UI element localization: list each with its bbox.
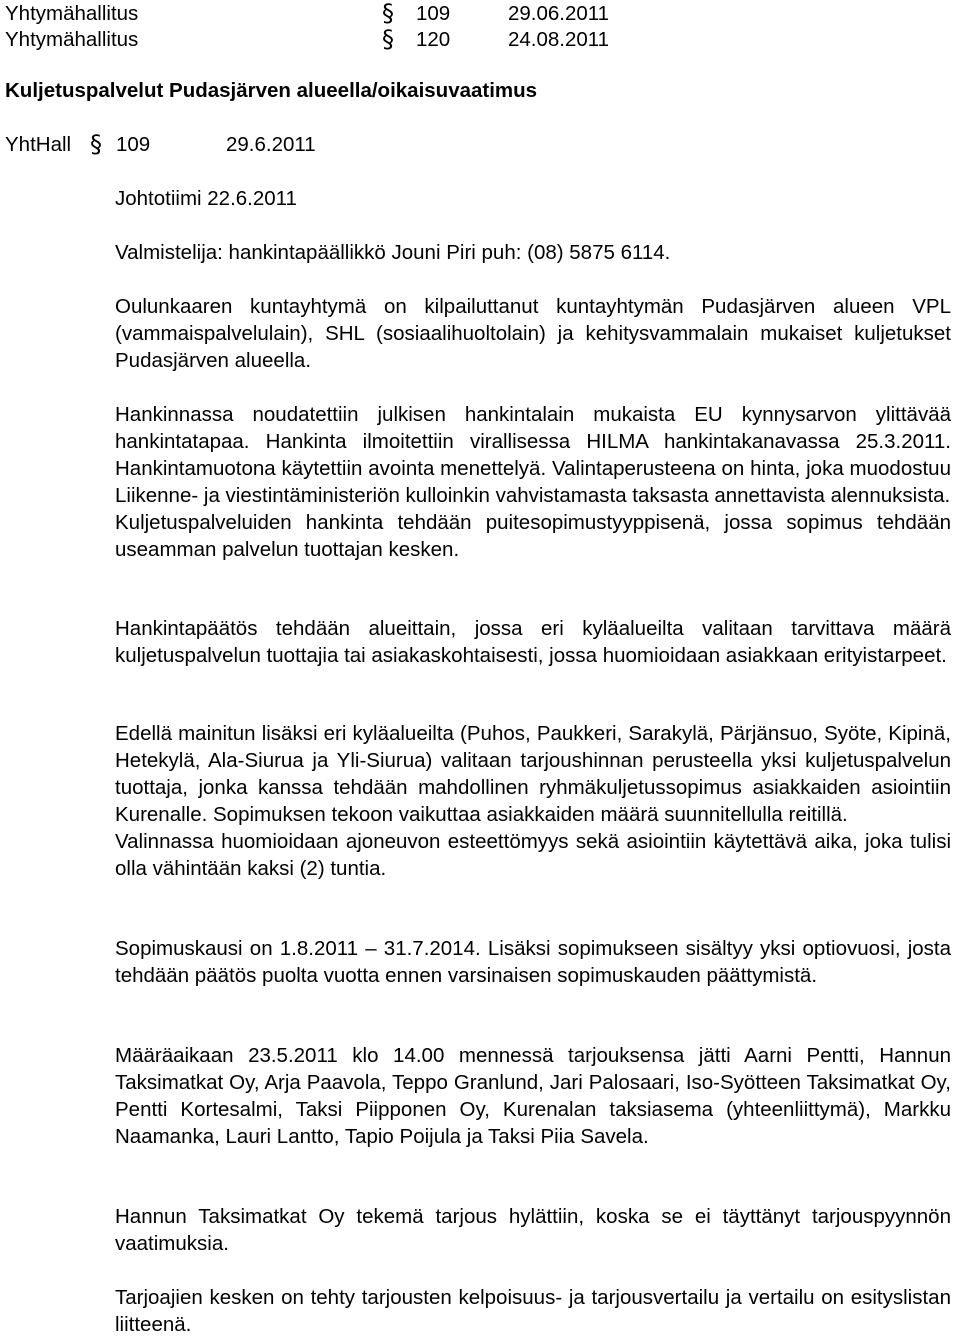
reference-number-2: 120 [416,28,451,51]
paragraph: Hankinnassa noudatettiin julkisen hankintalain mukaista EU kynnysarvon ylittävää hankintatapaa. Hankinta ilmoitettiin virallisessa HILMA hankintakanavassa 25.3.2011. Hankintamuotona käytettiin avointa menettelyä. Valintaperusteena on hinta, joka muodostuu Liikenne- ja viestintäministeriön kulloinkin vahvistamasta taksasta annettavista alennuksista. [115,403,951,507]
paragraph: Hankintapäätös tehdään alueittain, jossa eri kyläalueilta valitaan tarvittava määrä kuljetuspalvelun tuottajia tai asiakaskohtaisesti, jossa huomioidaan asiakkaan erityistarpeet. [115,617,951,667]
section-sign-1: § [382,0,394,27]
reference-date-2: 24.08.2011 [508,28,610,51]
johtotiimi-line: Johtotiimi 22.6.2011 [115,187,297,210]
yhthall-number: 109 [116,133,151,156]
paragraph: Valinnassa huomioidaan ajoneuvon esteettömyys sekä asiointiin käytettävä aika, joka tulisi olla vähintään kaksi (2) tuntia. [115,830,951,880]
paragraph: Hannun Taksimatkat Oy tekemä tarjous hylättiin, koska se ei täyttänyt tarjouspyynnön vaatimuksia. [115,1205,951,1255]
paragraph: Edellä mainitun lisäksi eri kyläalueilta (Puhos, Paukkeri, Sarakylä, Pärjänsuo, Syöte, Kipinä, Hetekylä, Ala-Siurua ja Yli-Siurua) valitaan tarjoushinnan perusteella yksi kuljetuspalvelun tuottaja, jonka kanssa tehdään mahdollinen ryhmäkuljetussopimus asiakkaiden asiointiin Kurenalle. Sopimuksen tekoon vaikuttaa asiakkaiden määrä suunnitellulla reitillä. [115,722,951,826]
document-title: Kuljetuspalvelut Pudasjärven alueella/oikaisuvaatimus [5,79,538,102]
valmistelija-line: Valmistelija: hankintapäällikkö Jouni Piri puh: (08) 5875 6114. [115,241,671,264]
section-sign-2: § [382,25,394,53]
reference-body-1: Yhtymähallitus [5,2,139,25]
paragraph-block-3 [115,615,951,669]
paragraph-block-8 [115,1284,951,1338]
reference-number-1: 109 [416,2,451,25]
paragraph: Tarjoajien kesken on tehty tarjousten kelpoisuus- ja tarjousvertailu ja vertailu on esityslistan liitteenä. [115,1286,951,1336]
reference-date-1: 29.06.2011 [508,2,610,25]
reference-body-2: Yhtymähallitus [5,28,139,51]
yhthall-date: 29.6.2011 [226,133,316,156]
section-sign-3: § [90,130,102,158]
paragraph: Sopimuskausi on 1.8.2011 – 31.7.2014. Lisäksi sopimukseen sisältyy yksi optiovuosi, josta tehdään päätös puolta vuotta ennen varsinaisen sopimuskauden päättymistä. [115,937,951,987]
paragraph-block-1 [115,293,951,374]
paragraph: Määräaikaan 23.5.2011 klo 14.00 mennessä tarjouksensa jätti Aarni Pentti, Hannun Taksimatkat Oy, Arja Paavola, Teppo Granlund, Jari Palosaari, Iso-Syötteen Taksimatkat Oy, Pentti Kortesalmi, Taksi Piipponen Oy, Kurenalan taksiasema (yhteenliittymä), Markku Naamanka, Lauri Lantto, Tapio Poijula ja Taksi Piia Savela. [115,1044,951,1148]
paragraph-block-7 [115,1203,951,1257]
paragraph-block-6 [115,1042,951,1150]
yhthall-label: YhtHall [5,133,72,156]
paragraph-block-2 [115,401,951,563]
paragraph: Oulunkaaren kuntayhtymä on kilpailuttanut kuntayhtymän Pudasjärven alueen VPL (vammaispalvelulain), SHL (sosiaalihuoltolain) ja kehitysvammalain mukaiset kuljetukset Pudasjärven alueella. [115,295,951,372]
paragraph-block-4 [115,720,951,882]
paragraph: Kuljetuspalveluiden hankinta tehdään puitesopimustyyppisenä, jossa sopimus tehdään useamman palvelun tuottajan kesken. [115,511,951,561]
paragraph-block-5 [115,935,951,989]
